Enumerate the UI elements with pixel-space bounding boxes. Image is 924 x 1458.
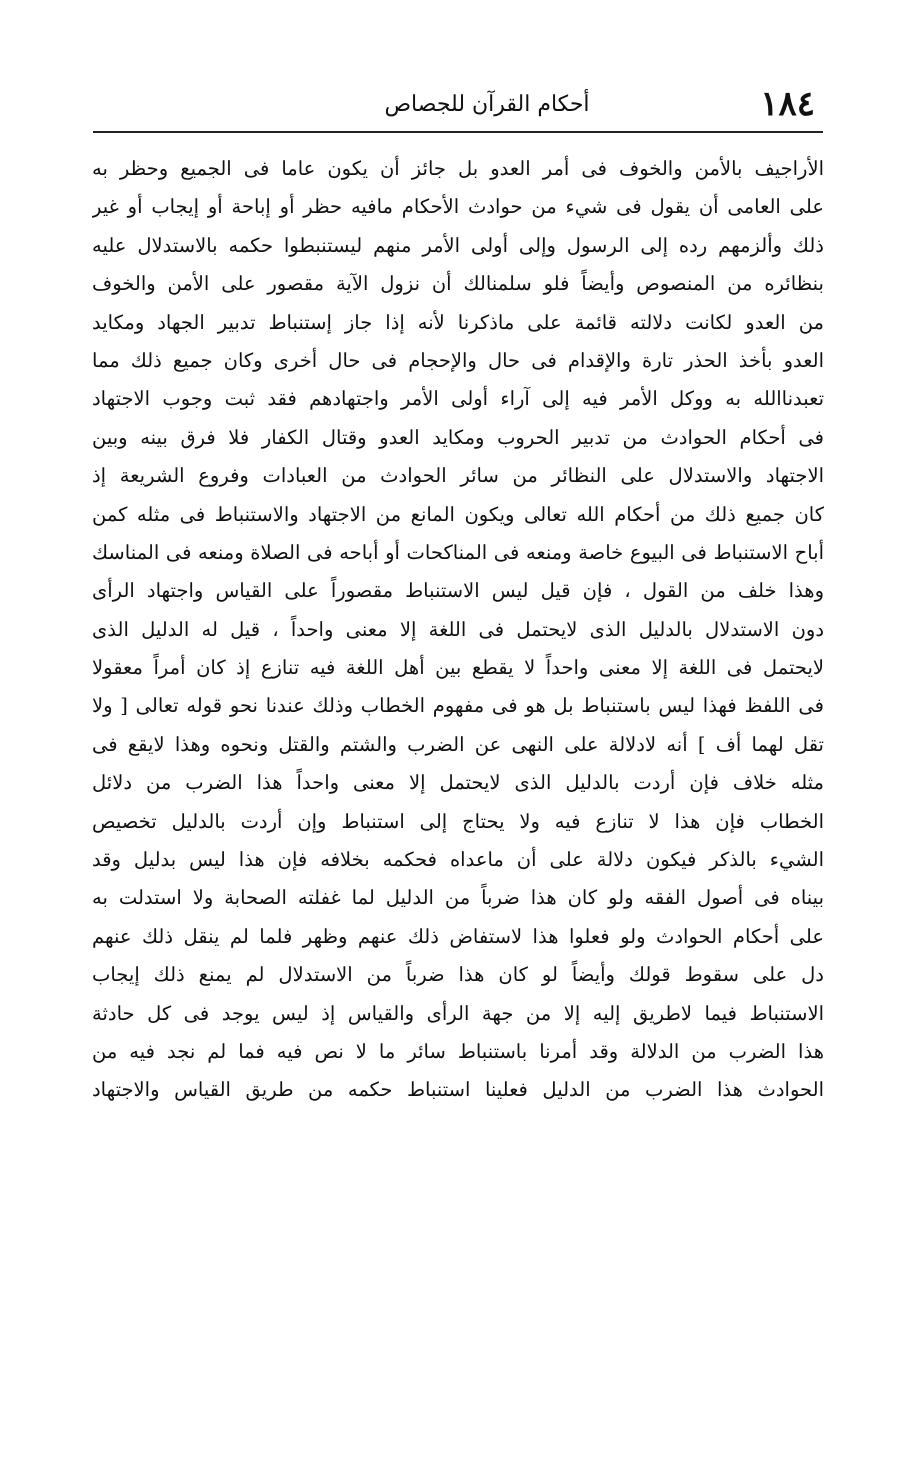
text-line: الشيء بالذكر فيكون دلالة على أن ماعداه فحكمه بخلافه فإن هذا ليس بدليل وقد: [92, 848, 824, 872]
text-line: بيناه فى أصول الفقه ولو كان هذا ضرباً من الدليل لما غفلته الصحابة ولا استدلت به: [92, 886, 824, 910]
running-title: أحكام القرآن للجصاص: [384, 92, 590, 117]
text-line: الأراجيف بالأمن والخوف فى أمر العدو بل جائز أن يكون عاما فى الجميع وحظر به: [92, 157, 824, 180]
text-line: وهذا خلف من القول ، فإن قيل ليس الاستنباط مقصوراً على القياس واجتهاد الرأى: [92, 579, 824, 603]
text-line: دل على سقوط قولك وأيضاً لو كان هذا ضرباً من الاستدلال لم يمنع ذلك إيجاب: [92, 963, 824, 987]
header-divider: [93, 131, 823, 133]
text-line: على أحكام الحوادث ولو فعلوا هذا لاستفاض ذلك عنهم وظهر فلما لم ينقل ذلك عنهم: [92, 924, 824, 948]
text-line: لايحتمل فى اللغة إلا معنى واحداً لا يقطع بين أهل اللغة فيه تنازع إذ كان أمراً معقولا: [92, 656, 824, 680]
text-line: الخطاب فإن هذا لا تنازع فيه ولا يحتاج إلى استنباط وإن أردت بالدليل تخصيص: [92, 809, 824, 833]
text-line: تقل لهما أف ] أنه لادلالة على النهى عن الضرب والشتم والقتل ونحوه وهذا لايقع فى: [92, 732, 824, 756]
text-line: الاستنباط فيما لاطريق إليه إلا من جهة الرأى والقياس إذ ليس يوجد فى كل حادثة: [92, 1001, 824, 1025]
body-text: [92, 150, 824, 1110]
text-line: فى أحكام الحوادث من تدبير الحروب ومكايد العدو وقتال الكفار فلا فرق بينه وبين: [92, 425, 824, 449]
text-line: من العدو لكانت دلالته قائمة على ماذكرنا لأنه إذا جاز إستنباط تدبير الجهاد ومكايد: [92, 310, 824, 334]
text-line: دون الاستدلال بالدليل الذى لايحتمل فى اللغة إلا معنى واحداً ، قيل له الدليل الذى: [92, 617, 824, 641]
text-line: الاجتهاد والاستدلال على النظائر من سائر الحوادث من العبادات وفروع الشريعة إذ: [92, 464, 824, 488]
text-line: الحوادث هذا الضرب من الدليل فعلينا استنباط حكمه من طريق القياس والاجتهاد: [92, 1078, 824, 1102]
text-line: هذا الضرب من الدلالة وقد أمرنا باستنباط سائر ما لا نص فيه فما لم نجد فيه من: [92, 1039, 824, 1063]
text-line: كان جميع ذلك من أحكام الله تعالى ويكون المانع من الاجتهاد والاستنباط فى مثله كمن: [92, 502, 824, 526]
page-header: [93, 80, 821, 130]
text-line: بنظائره من المنصوص وأيضاً فلو سلمنالك أن نزول الآية مقصور على الأمن والخوف: [92, 272, 824, 296]
text-line: العدو بأخذ الحذر تارة والإقدام فى حال والإحجام فى حال أخرى وكان جميع ذلك مما: [92, 348, 824, 372]
page-number: ١٨٤: [760, 84, 815, 124]
text-line: تعبدناالله به ووكل الأمر فيه إلى آراء أولى الأمر واجتهادهم فقد ثبت وجوب الاجتهاد: [92, 387, 824, 411]
text-line: فى اللفظ فهذا ليس باستنباط بل هو فى مفهوم الخطاب وذلك عندنا نحو قوله تعالى [ ولا: [92, 694, 824, 718]
text-line: على العامى أن يقول فى شيء من حوادث الأحكام مافيه حظر أو إباحة أو إيجاب أو غير: [92, 195, 824, 219]
text-line: أباح الاستنباط فى البيوع خاصة ومنعه فى المناكحات أو أباحه فى الصلاة ومنعه فى المناسك: [92, 540, 824, 564]
text-line: ذلك وألزمهم رده إلى الرسول وإلى أولى الأمر منهم ليستنبطوا حكمه بالاستدلال عليه: [92, 233, 824, 257]
text-line: مثله خلاف فإن أردت بالدليل الذى لايحتمل إلا معنى واحداً هذا الضرب من دلائل: [92, 771, 824, 795]
